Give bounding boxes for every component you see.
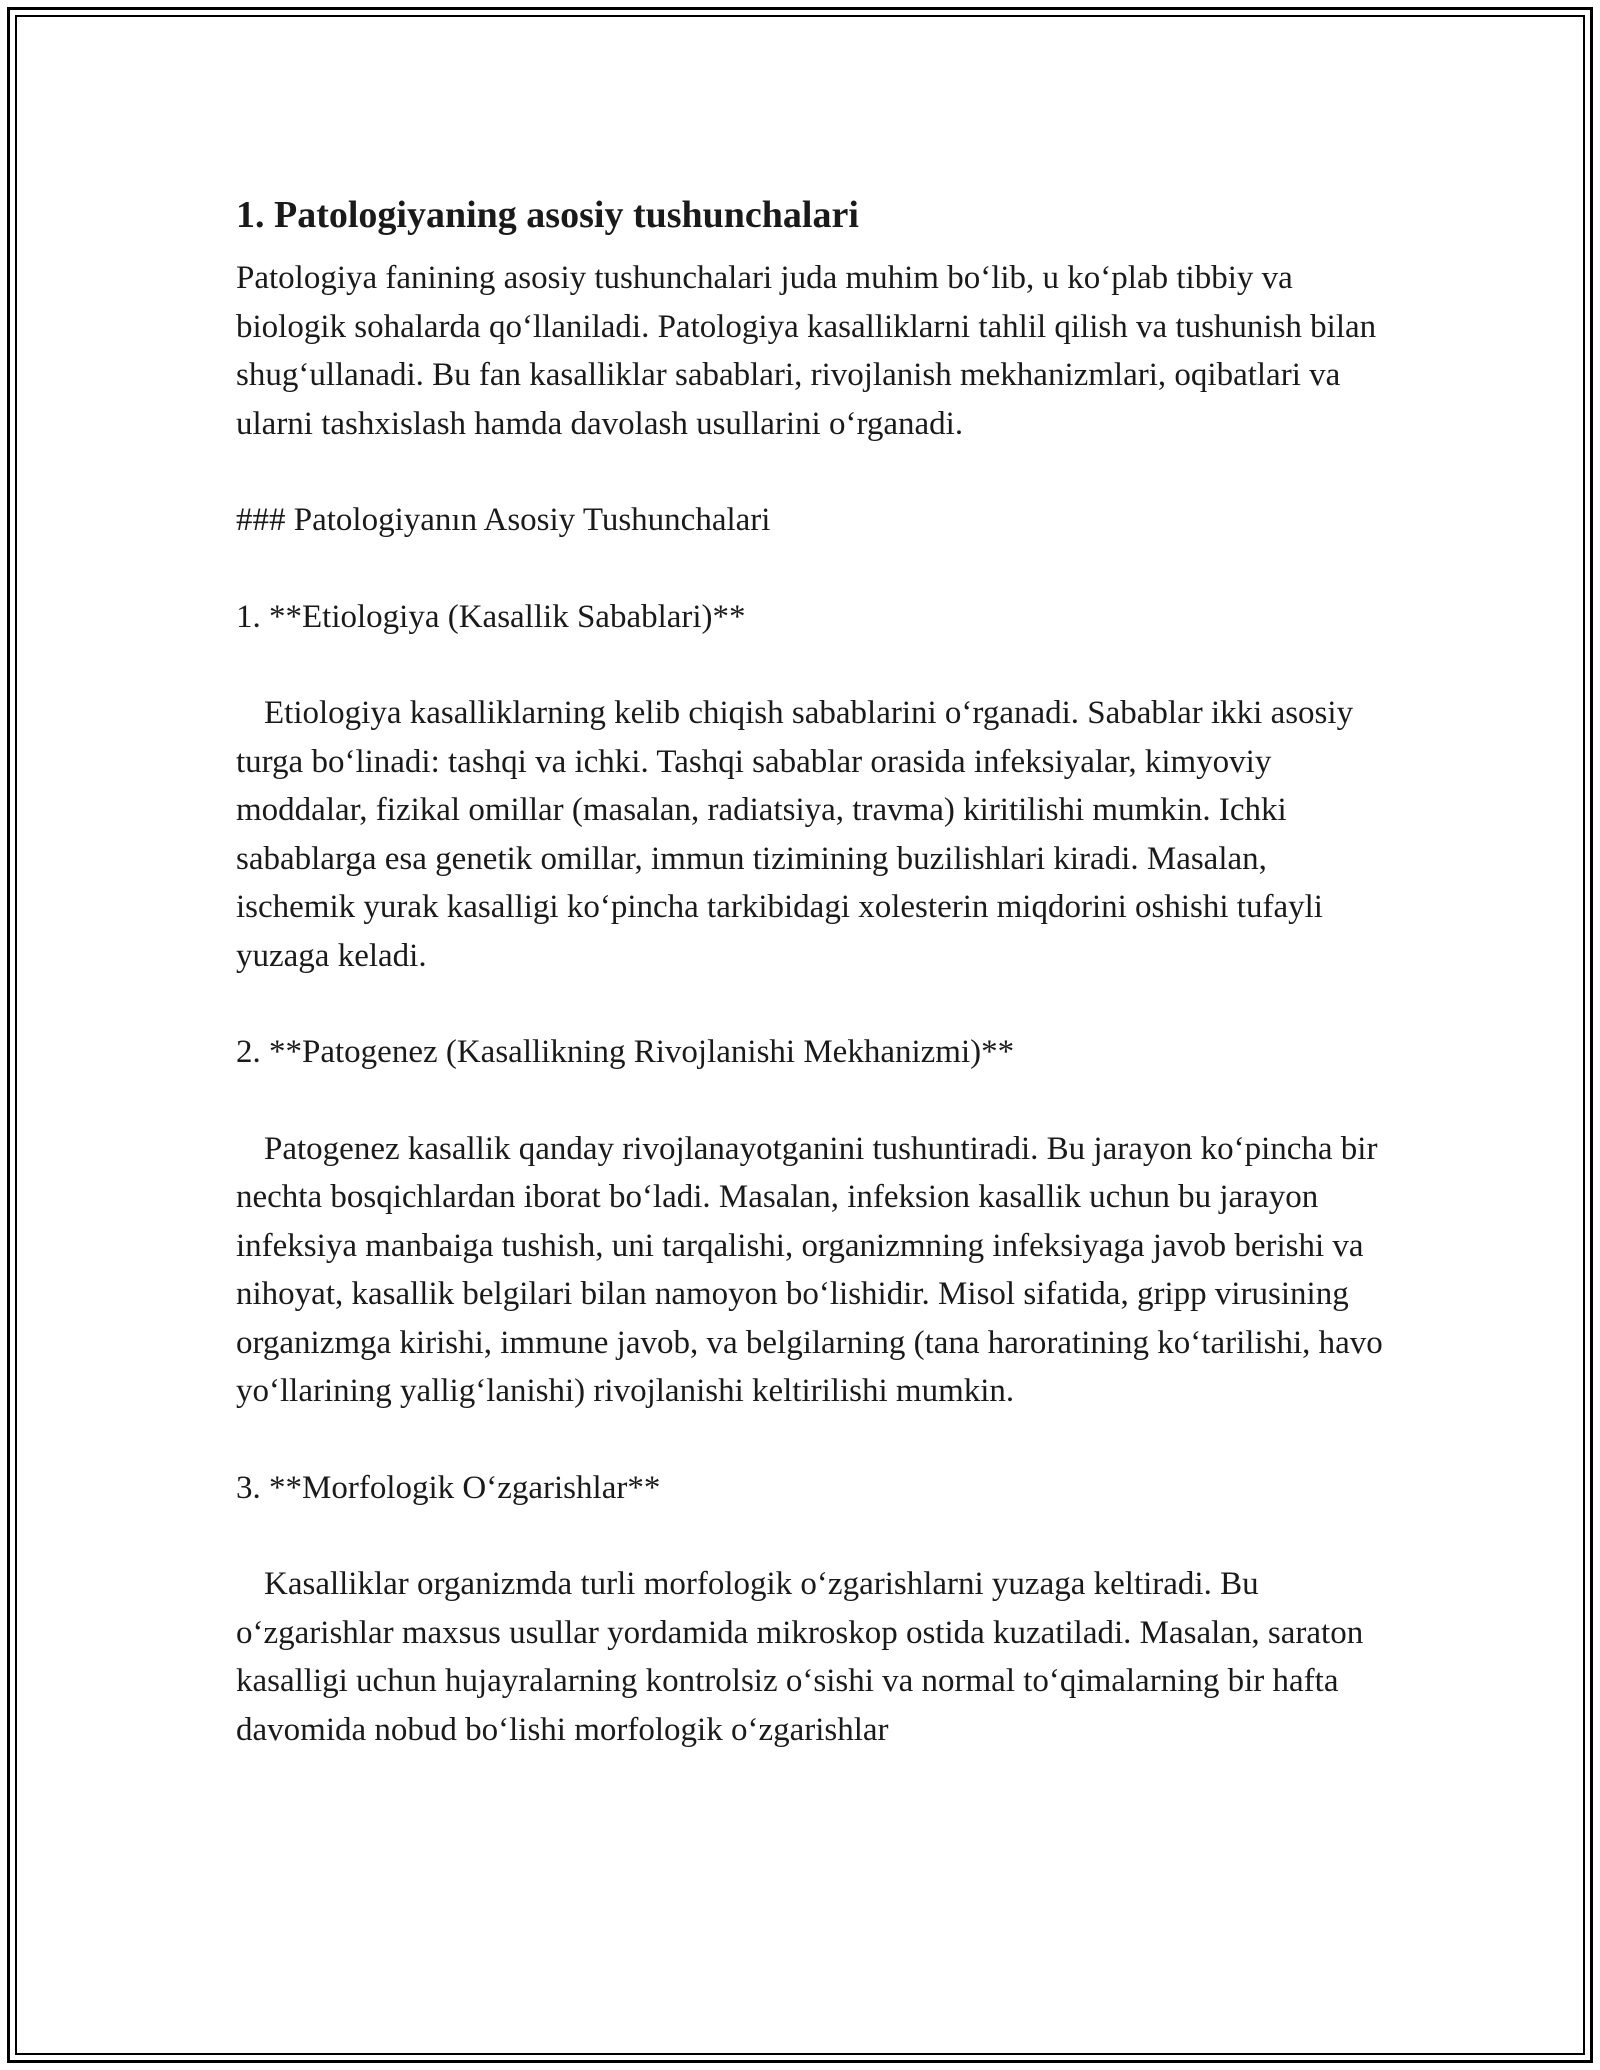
item-1-body: Etiologiya kasalliklarning kelib chiqish sabablarini o‘rganadi. Sabablar ikki asosiy turga bo‘linadi: tashqi va ichki. Tashqi sabablar orasida infeksiyalar, kimyoviy moddalar, fizikal omillar (masalan, radiatsiya, travma) kiritilishi mumkin. Ichki sabablarga esa genetik omillar, immun tizimining buzilishlari kiradi. Masalan, ischemik yurak kasalligi ko‘pincha tarkibidagi xolesterin miqdorini oshishi tufayli yuzaga keladi.: [236, 695, 1354, 974]
document-body: [236, 186, 1386, 1754]
item-1-title: 1. **Etiologiya (Kasallik Sabablari)**: [236, 598, 746, 635]
intro-paragraph: Patologiya fanining asosiy tushunchalari juda muhim bo‘lib, u ko‘plab tibbiy va biologik sohalarda qo‘llaniladi. Patologiya kasalliklarni tahlil qilish va tushunish bilan shug‘ullanadi. Bu fan kasalliklar sabablari, rivojlanish mekhanizmlari, oqibatlari va ularni tashxislash hamda davolash usullarini o‘rganadi.: [236, 260, 1377, 442]
item-3-body: Kasalliklar organizmda turli morfologik o‘zgarishlarni yuzaga keltiradi. Bu o‘zgarishlar maxsus usullar yordamida mikroskop ostida kuzatiladi. Masalan, saraton kasalligi uchun hujayralarning kontrolsiz o‘sishi va normal to‘qimalarning bir hafta davomida nobud bo‘lishi morfologik o‘zgarishlar: [236, 1566, 1364, 1748]
section-heading: 1. Patologiyaning asosiy tushunchalari: [236, 194, 859, 236]
item-2-title: 2. **Patogenez (Kasallikning Rivojlanishi Mekhanizmi)**: [236, 1034, 1015, 1070]
item-3-title: 3. **Morfologik O‘zgarishlar**: [236, 1469, 661, 1506]
item-2-body: Patogenez kasallik qanday rivojlanayotganini tushuntiradi. Bu jarayon ko‘pincha bir nechta bosqichlardan iborat bo‘ladi. Masalan, infeksion kasallik uchun bu jarayon infeksiya manbaiga tushish, uni tarqalishi, organizmning infeksiyaga javob berishi va nihoyat, kasallik belgilari bilan namoyon bo‘lishidir. Misol sifatida, gripp virusining organizmga kirishi, immune javob, va belgilarning (tana haroratining ko‘tarilishi, havo yo‘llarining yallig‘lanishi) rivojlanishi keltirilishi mumkin.: [236, 1130, 1383, 1409]
subheading: ### Patologiyanın Asosiy Tushunchalari: [236, 502, 771, 538]
